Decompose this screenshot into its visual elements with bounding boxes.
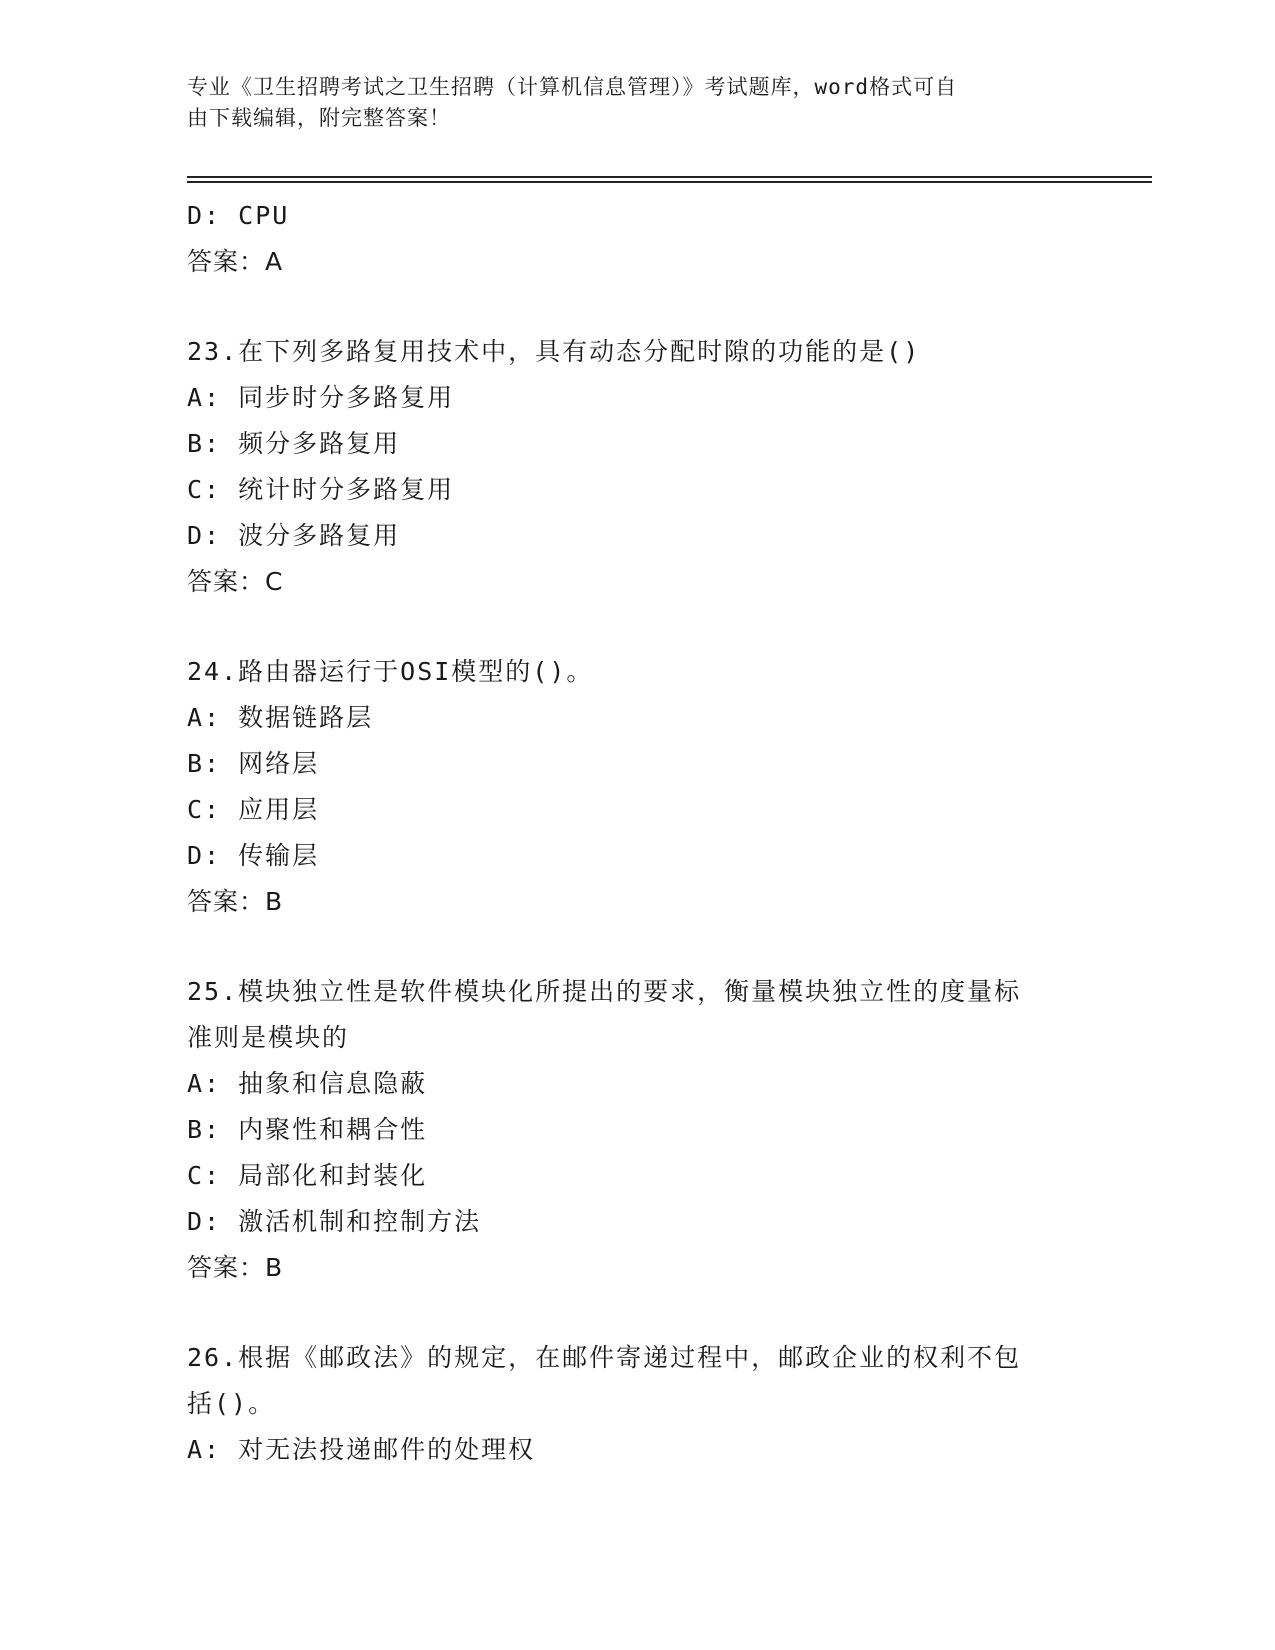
question-list [187, 193, 1087, 1473]
question-stem-continued: 准则是模块的 [187, 1023, 350, 1052]
header-divider-bottom [187, 181, 1152, 183]
header-divider-top [187, 176, 1152, 178]
option-c: C: 统计时分多路复用 [187, 475, 455, 504]
option-c: C: 应用层 [187, 795, 320, 824]
spacer [187, 925, 1087, 969]
question-25 [187, 969, 1087, 1291]
option-d: D: 传输层 [187, 841, 320, 870]
question-stem: 23.在下列多路复用技术中，具有动态分配时隙的功能的是() [187, 337, 921, 366]
document-header [187, 72, 1067, 134]
option-a: A: 同步时分多路复用 [187, 383, 455, 412]
previous-question-tail [187, 193, 1087, 285]
question-stem: 26.根据《邮政法》的规定，在邮件寄递过程中，邮政企业的权利不包 [187, 1343, 1022, 1372]
option-a: A: 数据链路层 [187, 703, 374, 732]
question-stem-continued: 括()。 [187, 1389, 276, 1418]
option-b: B: 频分多路复用 [187, 429, 401, 458]
question-23 [187, 329, 1087, 605]
question-stem: 25.模块独立性是软件模块化所提出的要求，衡量模块独立性的度量标 [187, 977, 1022, 1006]
option-a: A: 对无法投递邮件的处理权 [187, 1435, 536, 1464]
option-d: D: 波分多路复用 [187, 521, 401, 550]
option-b: B: 内聚性和耦合性 [187, 1115, 428, 1144]
header-line-2: 由下载编辑，附完整答案！ [187, 106, 451, 130]
answer-line: 答案：C [187, 567, 284, 596]
option-a: A: 抽象和信息隐蔽 [187, 1069, 428, 1098]
spacer [187, 285, 1087, 329]
spacer [187, 1291, 1087, 1335]
question-24 [187, 649, 1087, 925]
option-d: D: CPU [187, 201, 290, 230]
question-stem: 24.路由器运行于OSI模型的()。 [187, 657, 594, 686]
option-b: B: 网络层 [187, 749, 320, 778]
option-c: C: 局部化和封装化 [187, 1161, 428, 1190]
answer-line: 答案：B [187, 887, 284, 916]
answer-line: 答案：B [187, 1253, 284, 1282]
answer-line: 答案：A [187, 247, 284, 276]
spacer [187, 605, 1087, 649]
header-line-1: 专业《卫生招聘考试之卫生招聘（计算机信息管理）》考试题库，word格式可自 [187, 75, 958, 99]
question-26 [187, 1335, 1087, 1473]
option-d: D: 激活机制和控制方法 [187, 1207, 482, 1236]
